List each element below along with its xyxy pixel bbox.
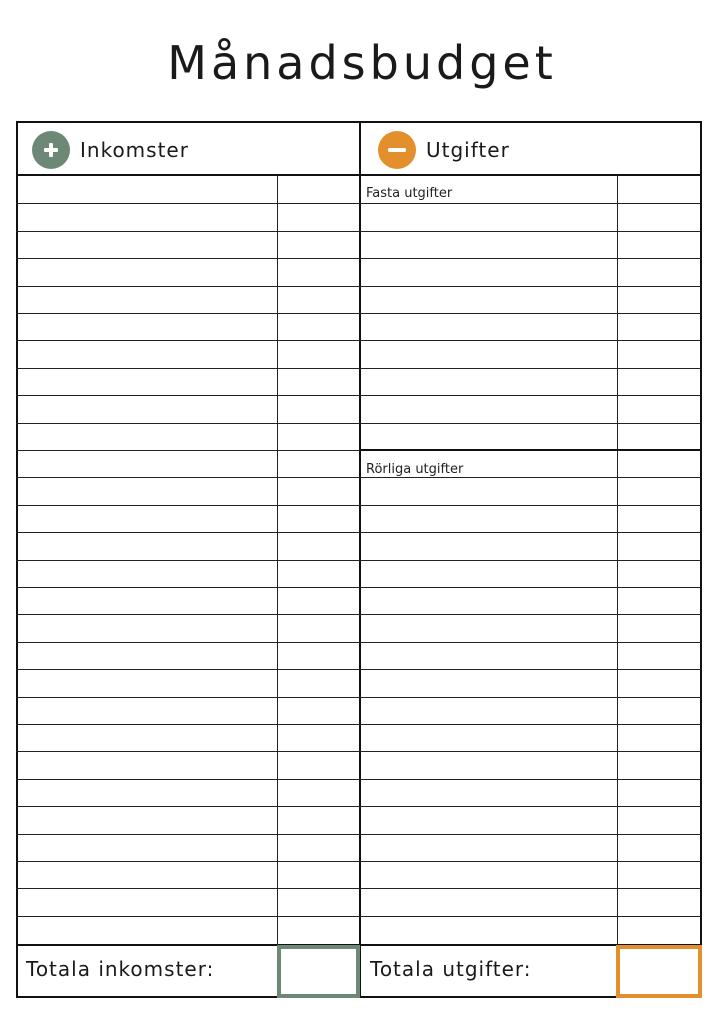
income-row-line (16, 861, 360, 862)
income-row-line (16, 395, 360, 396)
income-row-line (16, 806, 360, 807)
income-row-line (16, 916, 360, 917)
expenses-row-line (360, 477, 702, 478)
income-row-line (16, 642, 360, 643)
expenses-row-line (360, 642, 702, 643)
expenses-header-label: Utgifter (426, 138, 510, 162)
expenses-row-line (360, 614, 702, 615)
income-row-line (16, 532, 360, 533)
income-row-line (16, 724, 360, 725)
income-header (32, 131, 189, 169)
expenses-row-line (360, 861, 702, 862)
expenses-row-line (360, 286, 702, 287)
income-row-line (16, 779, 360, 780)
expenses-row-line (360, 423, 702, 424)
section-rule (360, 449, 702, 451)
expenses-row-line (360, 203, 702, 204)
expenses-row-line (360, 751, 702, 752)
income-row-line (16, 614, 360, 615)
income-row-line (16, 340, 360, 341)
income-row-line (16, 477, 360, 478)
expenses-row-line (360, 806, 702, 807)
minus-icon (378, 131, 416, 169)
income-row-line (16, 313, 360, 314)
income-header-label: Inkomster (80, 138, 189, 162)
expenses-total-box[interactable] (616, 945, 702, 998)
income-row-line (16, 423, 360, 424)
expenses-row-line (360, 368, 702, 369)
expenses-row-line (360, 313, 702, 314)
expenses-row-line (360, 834, 702, 835)
income-row-line (16, 560, 360, 561)
income-row-line (16, 751, 360, 752)
income-row-line (16, 203, 360, 204)
expenses-row-line (360, 340, 702, 341)
income-row-line (16, 286, 360, 287)
fixed-expenses-label: Fasta utgifter (366, 186, 453, 201)
expenses-row-line (360, 587, 702, 588)
expenses-header (378, 131, 510, 169)
income-row-line (16, 258, 360, 259)
plus-icon (32, 131, 70, 169)
page-title: Månadsbudget (167, 36, 557, 90)
income-row-line (16, 888, 360, 889)
income-row-line (16, 587, 360, 588)
income-total-label: Totala inkomster: (26, 957, 215, 981)
expenses-row-line (360, 505, 702, 506)
expenses-row-line (360, 724, 702, 725)
income-row-line (16, 368, 360, 369)
expenses-row-line (360, 395, 702, 396)
expenses-row-line (360, 669, 702, 670)
expenses-row-line (360, 888, 702, 889)
expenses-total-label: Totala utgifter: (370, 957, 532, 981)
income-row-line (16, 450, 360, 451)
income-row-line (16, 505, 360, 506)
expenses-row-line (360, 231, 702, 232)
income-row-line (16, 669, 360, 670)
income-total-box[interactable] (277, 945, 360, 998)
expenses-row-line (360, 258, 702, 259)
variable-expenses-label: Rörliga utgifter (366, 462, 464, 477)
expenses-row-line (360, 779, 702, 780)
income-row-line (16, 834, 360, 835)
expenses-row-line (360, 916, 702, 917)
income-row-line (16, 697, 360, 698)
expenses-row-line (360, 697, 702, 698)
expenses-row-line (360, 560, 702, 561)
income-row-line (16, 231, 360, 232)
expenses-row-line (360, 532, 702, 533)
